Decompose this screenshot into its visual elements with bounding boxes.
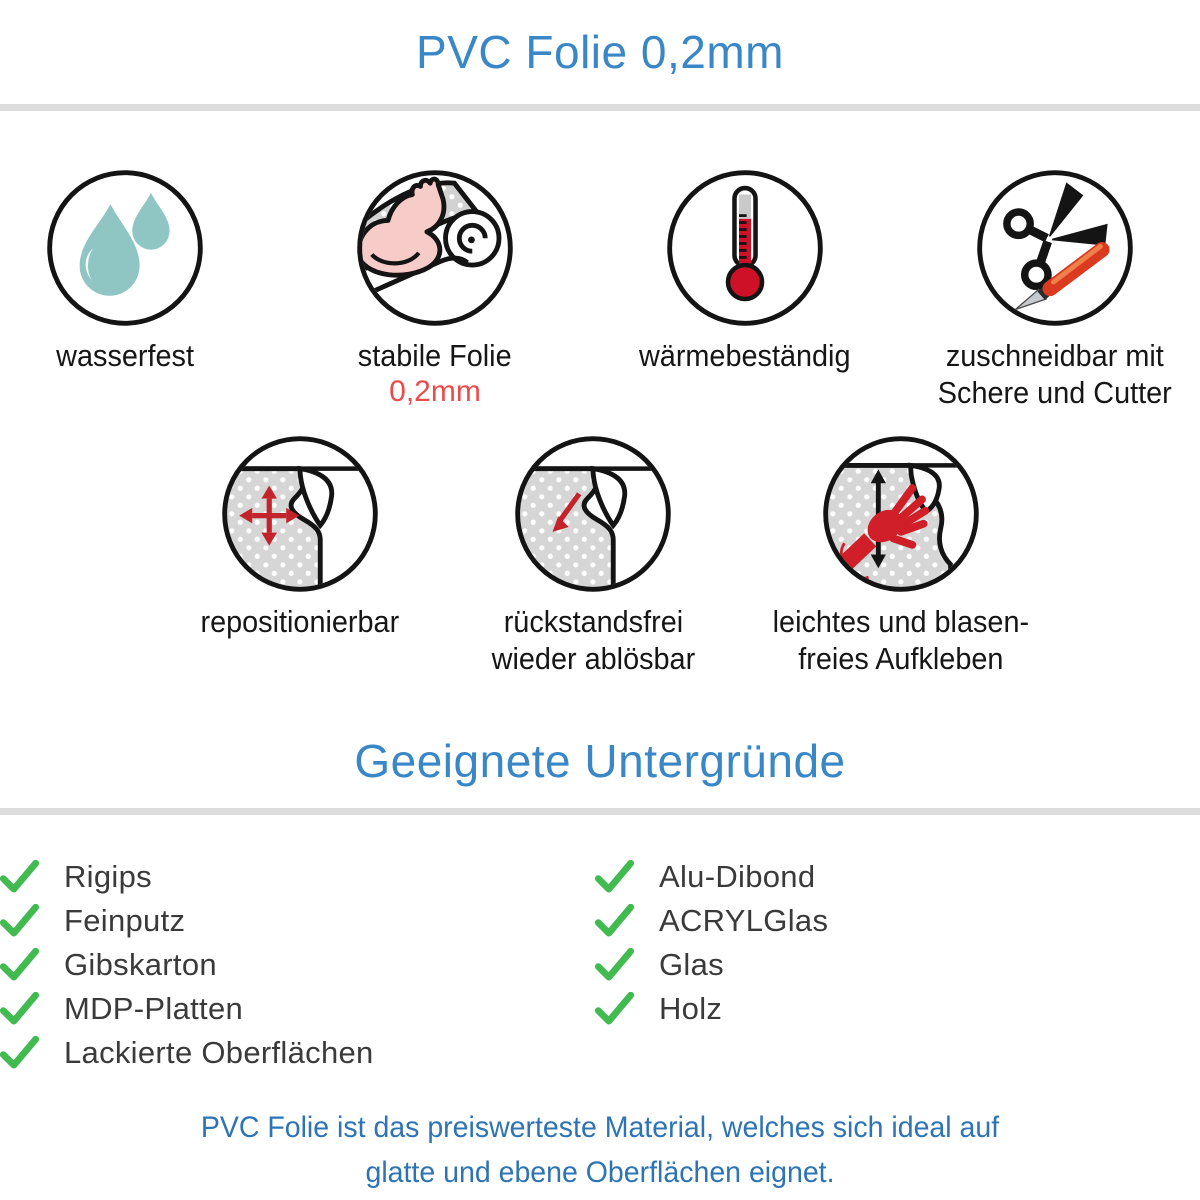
scissors-cutter-icon xyxy=(974,167,1136,329)
surfaces-heading: Geeignete Untergründe xyxy=(354,734,846,787)
surface-label: Feinputz xyxy=(64,903,186,938)
feature-label xyxy=(201,603,400,640)
feature-label xyxy=(358,337,512,374)
check-icon xyxy=(0,948,39,982)
water-drops-icon xyxy=(44,167,206,329)
title-section xyxy=(0,0,1200,104)
surface-item xyxy=(0,1031,595,1075)
feature-leichtes-aufkleben xyxy=(741,433,1061,677)
feature-label-line: leichtes und blasen- xyxy=(772,604,1030,639)
feature-label-line: zuschneidbar mit xyxy=(946,338,1164,373)
feature-stabile-folie xyxy=(280,167,590,433)
surface-item xyxy=(595,855,1200,899)
feature-sublabel-thickness: 0,2mm xyxy=(389,375,481,408)
feature-row-2 xyxy=(155,433,1200,677)
surface-label: Lackierte Oberflächen xyxy=(64,1035,374,1070)
surface-item xyxy=(595,987,1200,1031)
check-icon xyxy=(0,1036,39,1070)
check-icon xyxy=(595,860,634,894)
check-icon xyxy=(595,948,634,982)
surface-item xyxy=(595,899,1200,943)
feature-wasserfest xyxy=(0,167,280,433)
surface-label: Holz xyxy=(659,991,723,1026)
feature-label xyxy=(56,337,194,374)
check-icon xyxy=(0,904,39,938)
surface-label: Alu-Dibond xyxy=(659,859,816,894)
surface-label: Rigips xyxy=(64,859,152,894)
middle-divider xyxy=(0,808,1200,815)
surface-item xyxy=(0,987,595,1031)
feature-label-line: freies Aufkleben xyxy=(798,641,1004,676)
hand-smoothing-foil-icon xyxy=(820,433,982,595)
top-divider xyxy=(0,104,1200,111)
muscle-foil-icon xyxy=(354,167,516,329)
peel-off-foil-icon xyxy=(512,433,674,595)
footer-note-line-2: glatte und ebene Oberflächen eignet. xyxy=(365,1156,835,1189)
check-icon xyxy=(0,860,39,894)
thermometer-icon xyxy=(664,167,826,329)
check-icon xyxy=(595,992,634,1026)
feature-label-line: stabile Folie xyxy=(358,338,512,373)
feature-label-line: wärmebeständig xyxy=(639,338,851,373)
footer-note xyxy=(0,1105,1200,1195)
feature-label-line: rückstandsfrei xyxy=(503,604,683,639)
surface-label: Gibskarton xyxy=(64,947,217,982)
feature-label-line: Schere und Cutter xyxy=(938,375,1172,410)
feature-rueckstandsfrei xyxy=(445,433,741,677)
surface-item xyxy=(0,943,595,987)
footer-note-line-1: PVC Folie ist das preiswerteste Material, welches sich ideal auf xyxy=(200,1111,1000,1144)
page-title: PVC Folie 0,2mm xyxy=(416,26,784,78)
surface-item xyxy=(595,943,1200,987)
feature-repositionierbar xyxy=(155,433,445,677)
feature-label-line: wieder ablösbar xyxy=(491,641,695,676)
feature-label xyxy=(639,337,851,374)
surface-item xyxy=(0,855,595,899)
feature-waermebestaendig xyxy=(590,167,900,433)
surfaces-heading-section xyxy=(0,713,1200,808)
check-icon xyxy=(595,904,634,938)
surfaces-column-2 xyxy=(595,855,1200,1075)
feature-label-line: wasserfest xyxy=(56,338,194,373)
feature-label-line: repositionierbar xyxy=(200,604,400,639)
feature-label xyxy=(938,337,1172,411)
feature-label xyxy=(773,603,1029,677)
surface-label: ACRYLGlas xyxy=(659,903,829,938)
surfaces-list xyxy=(0,855,1200,1075)
surfaces-column-1 xyxy=(0,855,595,1075)
check-icon xyxy=(0,992,39,1026)
feature-zuschneidbar xyxy=(900,167,1200,433)
feature-row-1 xyxy=(0,167,1200,433)
move-arrows-foil-icon xyxy=(219,433,381,595)
surface-item xyxy=(0,899,595,943)
surface-label: MDP-Platten xyxy=(64,991,244,1026)
feature-label xyxy=(491,603,695,677)
surface-label: Glas xyxy=(659,947,724,982)
